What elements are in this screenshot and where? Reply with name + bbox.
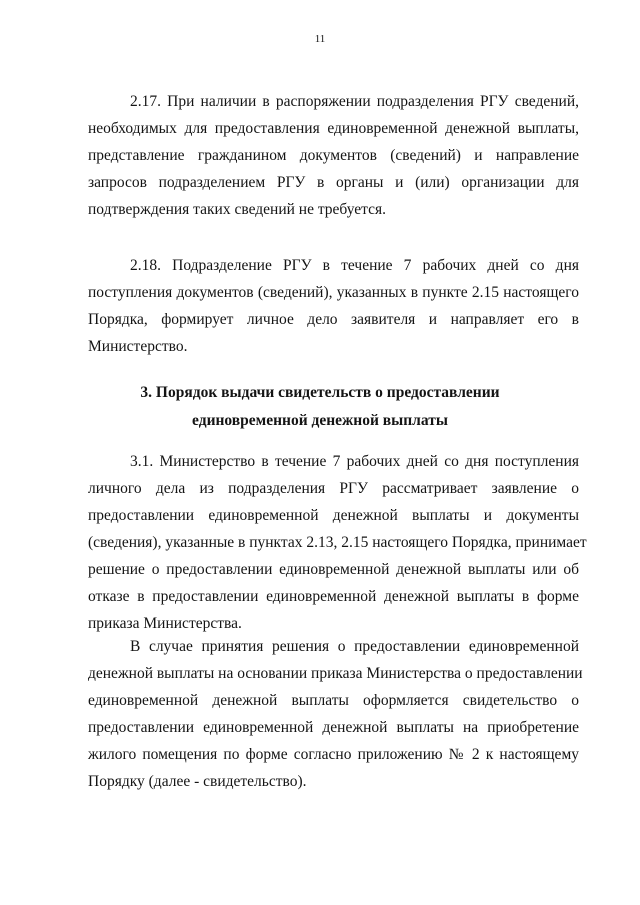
page-number: 11 bbox=[314, 33, 326, 45]
paragraph-2-17-line: подтверждения таких сведений не требуется. bbox=[88, 201, 386, 218]
paragraph-3-1-line: (сведения), указанные в пунктах 2.13, 2.15 настоящего Порядка, принимает bbox=[88, 534, 587, 551]
section-heading: 3. Порядок выдачи свидетельств о предоставлении bbox=[140, 384, 500, 401]
paragraph-3-1-line: отказе в предоставлении единовременной денежной выплаты в форме bbox=[88, 588, 579, 605]
paragraph-2-17-line: представление гражданином документов (сведений) и направление bbox=[88, 147, 579, 164]
paragraph-3-1-b-line: Порядку (далее - свидетельство). bbox=[88, 773, 307, 790]
paragraph-3-1-b-line: жилого помещения по форме согласно приложению № 2 к настоящему bbox=[88, 746, 579, 763]
section-heading: единовременной денежной выплаты bbox=[192, 412, 448, 429]
paragraph-2-17-line: запросов подразделением РГУ в органы и (или) организации для bbox=[88, 174, 579, 191]
paragraph-3-1-line: предоставлении единовременной денежной выплаты и документы bbox=[88, 507, 579, 524]
paragraph-2-17-line: необходимых для предоставления единовременной денежной выплаты, bbox=[88, 120, 579, 137]
paragraph-2-18-line: Порядка, формирует личное дело заявителя и направляет его в bbox=[88, 311, 579, 328]
paragraph-2-18-line: 2.18. Подразделение РГУ в течение 7 рабочих дней со дня bbox=[130, 257, 579, 274]
paragraph-2-18-line: Министерство. bbox=[88, 338, 188, 355]
paragraph-3-1-b-line: В случае принятия решения о предоставлении единовременной bbox=[130, 638, 579, 655]
paragraph-3-1-line: решение о предоставлении единовременной денежной выплаты или об bbox=[88, 561, 579, 578]
paragraph-2-18-line: поступления документов (сведений), указанных в пункте 2.15 настоящего bbox=[88, 284, 579, 301]
paragraph-3-1-line: 3.1. Министерство в течение 7 рабочих дней со дня поступления bbox=[130, 453, 579, 470]
paragraph-3-1-b-line: единовременной денежной выплаты оформляется свидетельство о bbox=[88, 692, 579, 709]
paragraph-3-1-line: приказа Министерства. bbox=[88, 615, 242, 632]
paragraph-3-1-b-line: предоставлении единовременной денежной выплаты на приобретение bbox=[88, 719, 579, 736]
paragraph-3-1-line: личного дела из подразделения РГУ рассматривает заявление о bbox=[88, 480, 579, 497]
paragraph-3-1-b-line: денежной выплаты на основании приказа Министерства о предоставлении bbox=[88, 665, 583, 682]
paragraph-2-17-line: 2.17. При наличии в распоряжении подразделения РГУ сведений, bbox=[130, 93, 579, 110]
